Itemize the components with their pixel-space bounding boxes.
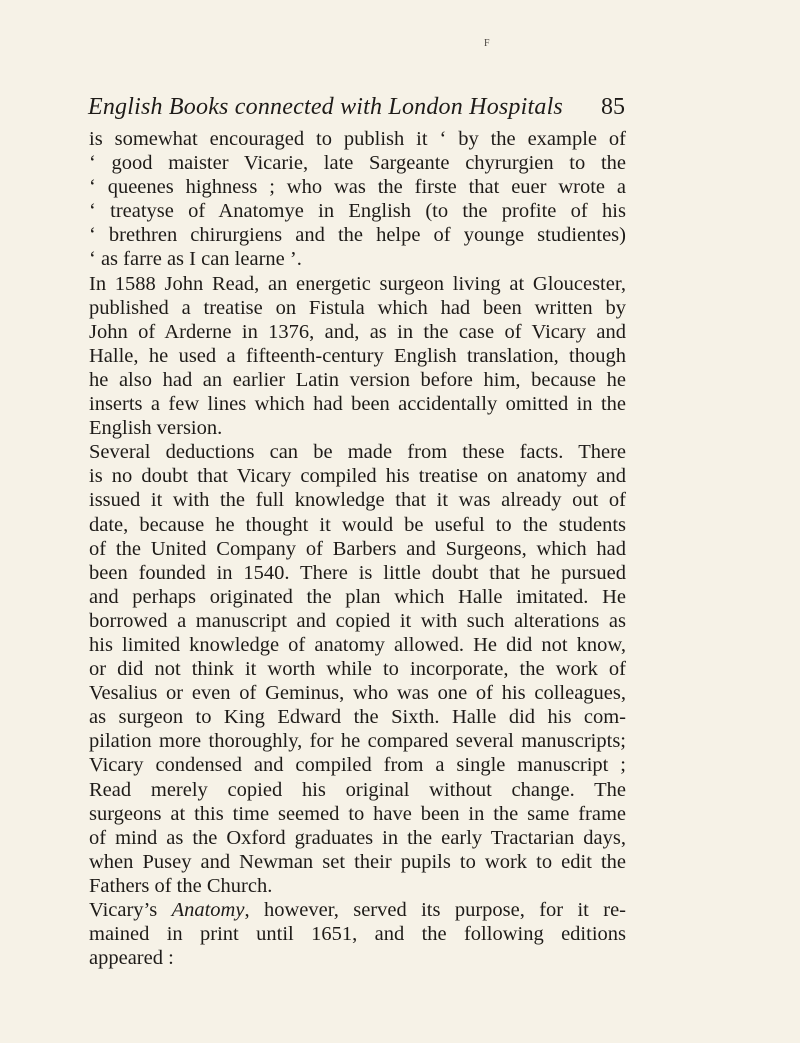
text-line: when Pusey and Newman set their pupils to work to edit the <box>89 850 626 873</box>
text-fragment: , however, served its purpose, for it re- <box>244 899 626 921</box>
text-line: mained in print until 1651, and the following editions <box>89 923 626 946</box>
text-line: pilation more thoroughly, for he compared several manuscripts; <box>89 730 626 753</box>
text-line: been founded in 1540. There is little doubt that he pursued <box>89 561 626 584</box>
text-line: inserts a few lines which had been accidentally omitted in the <box>89 393 626 416</box>
text-line: and perhaps originated the plan which Halle imitated. He <box>89 585 626 608</box>
text-line: Several deductions can be made from these facts. There <box>89 441 626 464</box>
text-line: Read merely copied his original without change. The <box>89 778 626 801</box>
text-line: ‘ treatyse of Anatomye in English (to the profite of his <box>89 200 626 223</box>
text-line: ‘ as farre as I can learne ’. <box>89 248 302 271</box>
signature-mark: F <box>484 38 490 49</box>
text-line: published a treatise on Fistula which had been written by <box>89 296 626 319</box>
body-text <box>89 127 626 970</box>
text-line: ‘ good maister Vicarie, late Sargeante chyrurgien to the <box>89 152 626 175</box>
text-fragment: Vicary’s <box>89 899 172 921</box>
text-line: Halle, he used a fifteenth-century English translation, though <box>89 344 626 367</box>
text-line: Fathers of the Church. <box>89 874 273 897</box>
text-line: of the United Company of Barbers and Surgeons, which had <box>89 537 626 560</box>
text-line: as surgeon to King Edward the Sixth. Halle did his com- <box>89 706 626 729</box>
text-line: ‘ brethren chirurgiens and the helpe of younge studientes) <box>89 224 626 247</box>
text-line: Vicary condensed and compiled from a single manuscript ; <box>89 754 626 777</box>
text-line: English version. <box>89 417 223 440</box>
text-line: ‘ queenes highness ; who was the firste that euer wrote a <box>89 176 626 199</box>
text-line: his limited knowledge of anatomy allowed. He did not know, <box>89 633 626 656</box>
text-line: surgeons at this time seemed to have been in the same frame <box>89 802 626 825</box>
text-line: appeared : <box>89 947 174 970</box>
text-line: of mind as the Oxford graduates in the early Tractarian days, <box>89 826 626 849</box>
text-line: date, because he thought it would be useful to the students <box>89 513 626 536</box>
text-line: issued it with the full knowledge that it was already out of <box>89 489 626 512</box>
running-head <box>88 94 625 124</box>
page-number: 85 <box>601 94 625 120</box>
text-line: In 1588 John Read, an energetic surgeon living at Gloucester, <box>89 272 626 295</box>
text-line: Vesalius or even of Geminus, who was one of his colleagues, <box>89 682 626 705</box>
text-line: is somewhat encouraged to publish it ‘ by the example of <box>89 128 626 150</box>
running-title: English Books connected with London Hospitals <box>88 94 563 120</box>
text-line: or did not think it worth while to incorporate, the work of <box>89 658 626 681</box>
text-line: is no doubt that Vicary compiled his treatise on anatomy and <box>89 465 626 488</box>
text-line <box>89 898 626 922</box>
text-line: borrowed a manuscript and copied it with such alterations as <box>89 609 626 632</box>
book-title-italic: Anatomy <box>171 899 245 921</box>
text-line: he also had an earlier Latin version before him, because he <box>89 368 626 391</box>
text-line: John of Arderne in 1376, and, as in the case of Vicary and <box>89 320 626 343</box>
